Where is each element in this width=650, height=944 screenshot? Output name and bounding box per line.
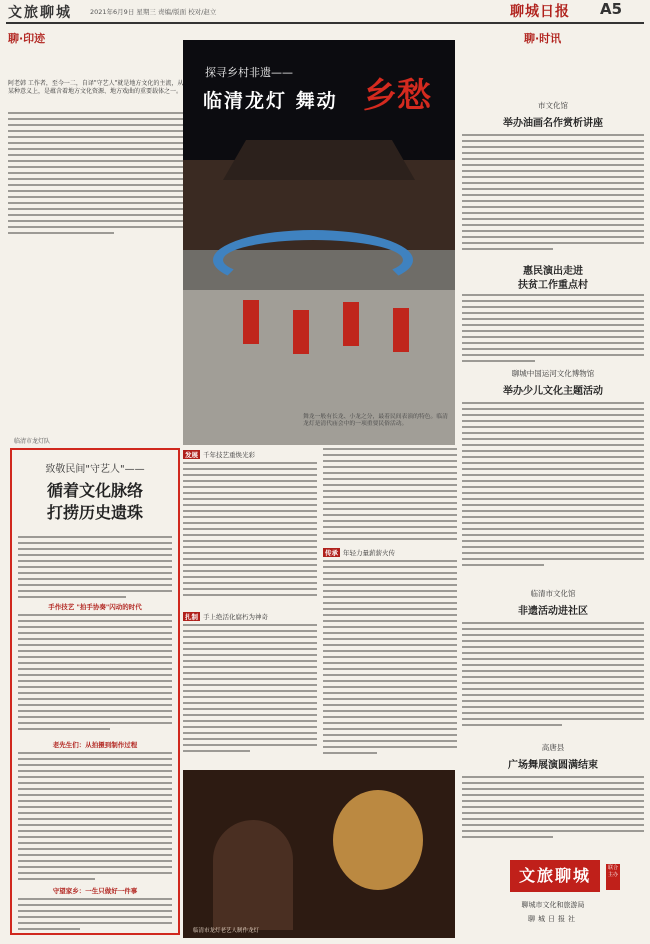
yinxiang-body: [8, 112, 184, 238]
masthead-rule: [6, 22, 644, 24]
tag-text: 千年技艺重焕光彩: [203, 451, 255, 459]
brand-org-line1: 聊城市文化和旅游局: [521, 901, 585, 909]
section-tag: [183, 612, 268, 621]
dancer-figure: [393, 308, 409, 352]
tag-label: 传承: [325, 549, 338, 557]
lantern-glow: [333, 790, 423, 890]
yinxiang-heading: 聊·印迹: [8, 32, 46, 45]
news-title: 广场舞展演圆满结束: [508, 760, 598, 771]
page-number: A5: [600, 0, 623, 18]
brand-stamp: 联合主办: [606, 864, 620, 890]
brand-logo: 文旅聊城: [510, 860, 600, 892]
middle-body: [183, 624, 317, 756]
news-body: [462, 134, 644, 254]
news-body: [462, 294, 644, 366]
feature-subhead: 手作技艺 "拍手协奏"闪动的时代: [48, 603, 142, 611]
temple-roof: [223, 140, 415, 180]
feature-article: [10, 448, 180, 935]
feature-subhead: 守望家乡：一生只做好一件事: [52, 887, 138, 895]
hero-kicker: 探寻乡村非遗——: [205, 66, 293, 79]
hero-title: 临清龙灯 舞动: [203, 90, 338, 112]
tag-text: 年轻力量薪薪火传: [343, 549, 395, 557]
news-title: 举办油画名作赏析讲座: [503, 118, 603, 129]
news-source: 聊城中国运河文化博物馆: [511, 369, 595, 378]
feature-body: [18, 898, 172, 934]
brand-box: [462, 850, 644, 940]
paper-name: 聊城日报: [510, 4, 570, 20]
section-tag: [183, 450, 255, 459]
section-name: 文旅聊城: [8, 5, 72, 21]
news-source: 市文化馆: [538, 101, 568, 110]
feature-body: [18, 752, 172, 884]
news-body: [462, 402, 644, 570]
hero-title-accent: 乡愁: [363, 76, 431, 116]
news-source: 高唐县: [541, 743, 565, 752]
feature-kicker: 致敬民间"守艺人"——: [45, 464, 145, 475]
tag-text: 手上绝活化腐朽为神奇: [203, 613, 268, 621]
tag-label: 发展: [185, 451, 198, 459]
feature-title-line2: 打捞历史遗珠: [46, 503, 143, 522]
yinxiang-lead: 阿老韩 工作者，至今一二，自译"守艺人"就是地方文化的主流，从某种意义上，是蕴含着地方文化资源、地方戏曲的重要载体之一。: [8, 80, 184, 95]
news-title: 非遗活动进社区: [518, 606, 588, 617]
feature-subhead: 老先生们：从拍摄到制作过程: [52, 741, 138, 749]
news-title: 惠民演出走进: [523, 266, 583, 277]
issue-meta: 2021年6月9日 星期三 责编/版面 校对/赵立: [90, 8, 217, 16]
middle-body: [183, 462, 317, 600]
dragon-lantern: [213, 230, 413, 290]
yinxiang-column: [8, 30, 184, 255]
news-body: [462, 622, 644, 730]
section-tag: [323, 548, 395, 557]
feature-body: [18, 614, 172, 734]
middle-article: [183, 448, 463, 768]
feature-body: [18, 536, 172, 602]
tag-label: 扎制: [185, 613, 198, 621]
brand-org-line2: 聊城日报社: [528, 915, 578, 923]
dancer-figure: [343, 302, 359, 346]
lantern-photo-caption: 临清市龙灯老艺人制作龙灯: [193, 928, 260, 934]
dancer-figure: [243, 300, 259, 344]
news-title: 举办少儿文化主题活动: [503, 386, 603, 397]
hero-credit: 临清市龙灯队: [14, 438, 51, 445]
lantern-photo: [183, 770, 455, 938]
middle-body: [323, 448, 457, 544]
news-body: [462, 776, 644, 842]
hero-caption: 舞龙一般有长龙、小龙之分，最着民间表演的特色。临清龙灯是清代庙会中的一项重要民俗活动。: [303, 414, 448, 427]
middle-body: [323, 560, 457, 758]
hero-photo: [183, 40, 455, 445]
craftsman-figure: [213, 820, 293, 930]
feature-title-line1: 循着文化脉络: [46, 481, 143, 500]
dancer-figure: [293, 310, 309, 354]
shixun-heading: 聊·时讯: [524, 32, 562, 45]
news-source: 临清市文化馆: [530, 589, 576, 598]
news-title-line2: 扶贫工作重点村: [518, 280, 588, 291]
